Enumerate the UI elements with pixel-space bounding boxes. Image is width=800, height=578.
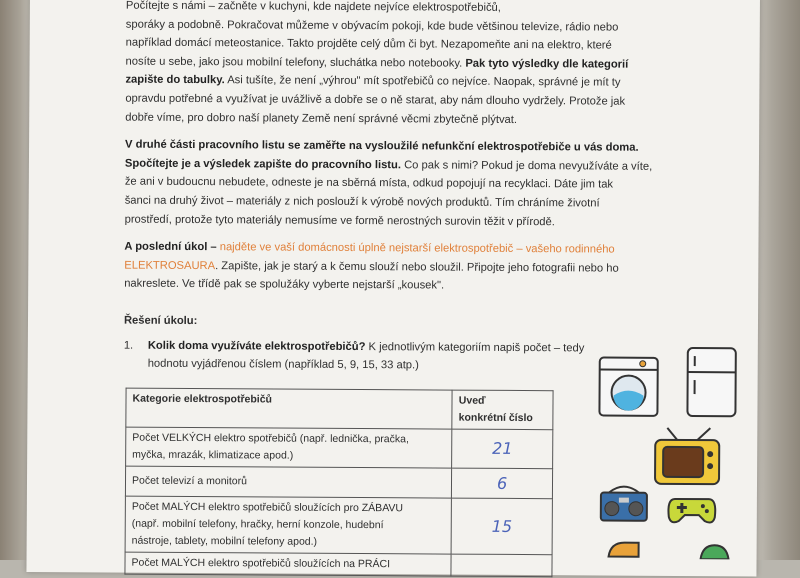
header-text: konkrétní číslo xyxy=(459,411,533,423)
fridge-icon xyxy=(685,346,737,418)
bold-text: zapište do tabulky. xyxy=(125,74,224,87)
question-number: 1. xyxy=(124,336,132,373)
paragraph-last-task xyxy=(124,238,709,297)
text-line: . Zapište, jak je starý a k čemu slouží nebo sloužil. Připojte jeho fotografii nebo ho xyxy=(215,260,619,274)
tv-icon xyxy=(652,426,722,490)
table-header-category: Kategorie elektrospotřebičů xyxy=(126,388,453,429)
cell-text: Počet MALÝCH elektro spotřebičů sloužících na PRÁCI xyxy=(131,556,390,570)
table-cell-value[interactable]: 15 xyxy=(451,498,552,555)
table-cell-value[interactable]: 6 xyxy=(452,468,553,499)
text-line: například domácí meteostanice. Takto projděte celý dům či byt. Nezapomeňte ani na elektro, které xyxy=(126,37,612,52)
cell-text: Počet televizí a monitorů xyxy=(132,474,247,487)
text-line: sporáky a podobně. Pokračovat můžeme v obývacím pokoji, kde bude většinou televize, rádio nebo xyxy=(126,18,619,33)
text-line: hodnotu vyjádřenou číslem (například 5, 9, 15, 33 atp.) xyxy=(148,358,419,372)
table-row xyxy=(125,552,552,577)
table-cell-category xyxy=(125,552,451,576)
radio-icon xyxy=(599,480,649,522)
table-cell-category xyxy=(126,427,453,468)
text-line: prostředí, protože tyto materiály nemusíme ve formě nerostných surovin těžit v přírodě. xyxy=(125,213,555,228)
table-cell-value[interactable] xyxy=(451,554,552,577)
appliance-illustrations xyxy=(597,340,758,556)
appliance-table xyxy=(124,387,553,577)
cell-text: nástroje, tablety, mobilní telefony apod.) xyxy=(132,534,317,547)
gamepad-icon xyxy=(667,493,717,527)
table-row xyxy=(125,466,552,499)
question-text xyxy=(148,336,585,376)
header-text: Uveď xyxy=(459,394,486,406)
background-right xyxy=(754,0,800,560)
text-line: nakreslete. Ve třídě pak se spolužáky vyberte nejstarší „kousek". xyxy=(124,278,444,292)
table-header-row xyxy=(126,388,553,430)
orange-text: ELEKTROSAURA xyxy=(124,259,215,272)
paragraph-counting xyxy=(125,0,711,130)
cell-text: (např. mobilní telefony, hračky, herní konzole, hudební xyxy=(132,517,384,531)
bold-text: Spočítejte je a výsledek zapište do pracovního listu. xyxy=(125,157,401,171)
text-line: dobře víme, pro dobro naší planety Země není správné věcmi zbytečně plýtvat. xyxy=(125,111,517,125)
table-cell-value[interactable]: 21 xyxy=(452,429,553,469)
iron-icon xyxy=(605,539,645,559)
table-row xyxy=(126,427,553,469)
cell-text: myčka, mrazák, klimatizace apod.) xyxy=(132,448,293,461)
text-line: že ani v budoucnu nebudete, odneste je na sběrná místa, odkud popojují na recyklaci. Dáte jim tak xyxy=(125,176,613,191)
text-line: nosíte u sebe, jako jsou mobilní telefony, sluchátka nebo notebooky. xyxy=(126,55,466,69)
bold-text: Kolik doma využíváte elektrospotřebičů? xyxy=(148,339,366,352)
cell-text: Počet VELKÝCH elektro spotřebičů (např. lednička, pračka, xyxy=(132,431,409,445)
table-cell-category xyxy=(125,466,451,498)
cell-text: Počet MALÝCH elektro spotřebičů sloužících pro ZÁBAVU xyxy=(132,500,403,514)
text-line: Asi tušíte, že není „výhrou" mít spotřebičů co nejvíce. Naopak, správné je mít ty xyxy=(225,75,621,89)
table-row xyxy=(125,496,552,555)
worksheet-page xyxy=(26,0,760,576)
table-cell-category xyxy=(125,496,452,554)
paragraph-recycling xyxy=(125,136,711,233)
orange-text: najděte ve vaší domácnosti úplně nejstarší elektrospotřebič – vašeho rodinného xyxy=(220,241,615,255)
solution-heading: Řešení úkolu: xyxy=(124,311,709,333)
text-line: Počítejte s námi – začněte v kuchyni, kde najdete nejvíce elektrospotřebičů, xyxy=(126,0,501,14)
bold-text: A poslední úkol – xyxy=(124,241,219,254)
kettle-icon xyxy=(695,541,735,559)
text-line: K jednotlivým kategoriím napiš počet – tedy xyxy=(365,341,584,354)
table-header-number xyxy=(452,390,553,430)
text-line: Co pak s nimi? Pokud je doma nevyužíváte a víte, xyxy=(401,159,652,173)
bold-text: V druhé části pracovního listu se zaměřte na vysloužilé nefunkční elektrospotřebiče u vás doma. xyxy=(125,139,639,154)
text-line: šanci na druhý život – materiály z nich poslouží k výrobě nových produktů. Tím chráníme životní xyxy=(125,195,600,210)
bold-text: Pak tyto výsledky dle kategorií xyxy=(465,57,628,70)
washing-machine-icon xyxy=(597,355,659,417)
text-line: opravdu potřebné a využívat je uvážlivě a dobře se o ně starat, aby nám dlouho vydržely. Protože jak xyxy=(125,93,625,108)
